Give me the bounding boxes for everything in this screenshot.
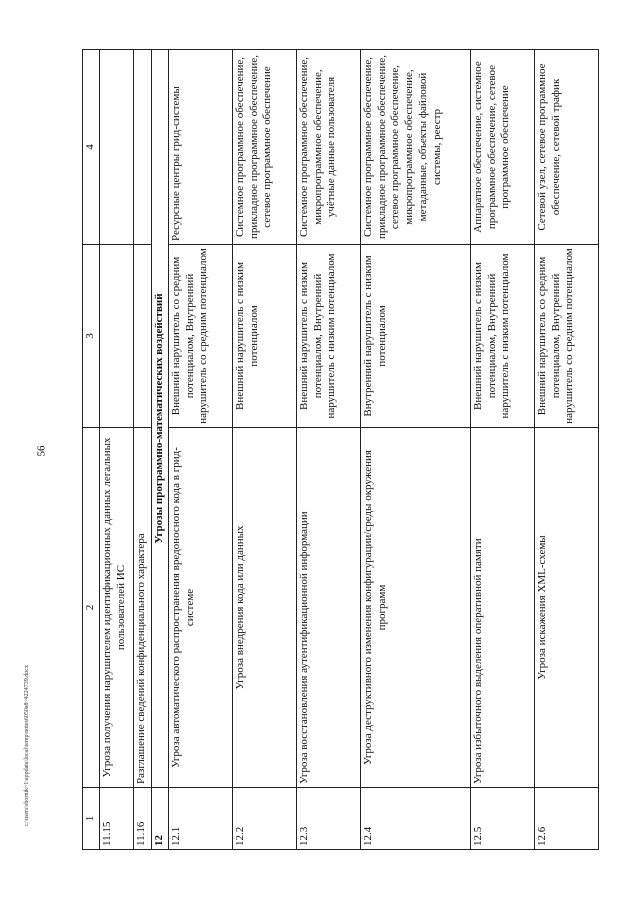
threat-name: Угроза автоматического распространения вредоносного кода в грид-системе (168, 428, 232, 788)
threat-source: Внутренний нарушитель с низким потенциалом (360, 245, 470, 428)
threat-name: Угроза внедрения кода или данных (232, 428, 296, 788)
threat-source: Внешний нарушитель с низким потенциалом, Внутренний нарушитель с низким потенциалом (470, 245, 534, 428)
threat-code: 12.6 (534, 788, 598, 850)
threat-target: Аппаратное обеспечение, системное программное обеспечение, сетевое программное обеспечение (470, 50, 534, 245)
threat-code: 12.3 (296, 788, 360, 850)
threat-source: Внешний нарушитель с низким потенциалом, Внутренний нарушитель с низким потенциалом (296, 245, 360, 428)
table-row (360, 50, 470, 850)
column-number: 2 (83, 428, 100, 788)
threat-code: 11.15 (100, 788, 134, 850)
column-number: 4 (83, 50, 100, 245)
threat-name: Разглашение сведений конфиденциального характера (134, 428, 152, 788)
threat-target: Системное программное обеспечение, микропрограммное обеспечение, учётные данные пользователя (296, 50, 360, 245)
threat-name: Угроза избыточного выделения оперативной памяти (470, 428, 534, 788)
column-number: 3 (83, 245, 100, 428)
table-row (232, 50, 296, 850)
threat-target (100, 50, 134, 245)
threat-source (100, 245, 134, 428)
threat-code: 12.1 (168, 788, 232, 850)
threat-name: Угроза получения нарушителем идентификационных данных легальных пользователей ИС (100, 428, 134, 788)
page-number: 56 (35, 445, 48, 457)
threat-code: 12.2 (232, 788, 296, 850)
threat-source: Внешний нарушитель со средним потенциалом, Внутренний нарушитель со средним потенциалом (534, 245, 598, 428)
threat-source: Внешний нарушитель со средним потенциалом, Внутренний нарушитель со средним потенциалом (168, 245, 232, 428)
threat-code: 12.4 (360, 788, 470, 850)
threat-code: 11.16 (134, 788, 152, 850)
threat-source: Внешний нарушитель с низким потенциалом (232, 245, 296, 428)
threat-source (134, 245, 152, 428)
threat-target: Сетевой узел, сетевое программное обеспечение, сетевой трафик (534, 50, 598, 245)
rotated-table-container (82, 50, 583, 850)
threat-name: Угроза искажения XML-схемы (534, 428, 598, 788)
threat-table (82, 49, 599, 850)
column-number-row (83, 50, 100, 850)
footer-file-path: c:\users\sbornik~1\appdata\local\temp\notes6050a8~4224739.docx (24, 665, 30, 826)
table-row (134, 50, 152, 850)
threat-target: Ресурсные центры грид-системы (168, 50, 232, 245)
column-number: 1 (83, 788, 100, 850)
threat-name: Угроза восстановления аутентификационной информации (296, 428, 360, 788)
threat-target: Системное программное обеспечение, прикладное программное обеспечение, сетевое программное обеспечение, микропрограммное обеспечение, метаданные, объекты файловой системы, реестр (360, 50, 470, 245)
threat-target: Системное программное обеспечение, прикладное программное обеспечение, сетевое программное обеспечение (232, 50, 296, 245)
table-row (168, 50, 232, 850)
group-header-row (152, 50, 169, 850)
threat-code: 12.5 (470, 788, 534, 850)
table-row (534, 50, 598, 850)
threat-target (134, 50, 152, 245)
table-row (100, 50, 134, 850)
threat-name: Угроза деструктивного изменения конфигурации/среды окружения программ (360, 428, 470, 788)
group-code: 12 (152, 788, 169, 850)
table-row (470, 50, 534, 850)
group-title: Угрозы программно-математических воздействий (152, 50, 169, 788)
table-row (296, 50, 360, 850)
